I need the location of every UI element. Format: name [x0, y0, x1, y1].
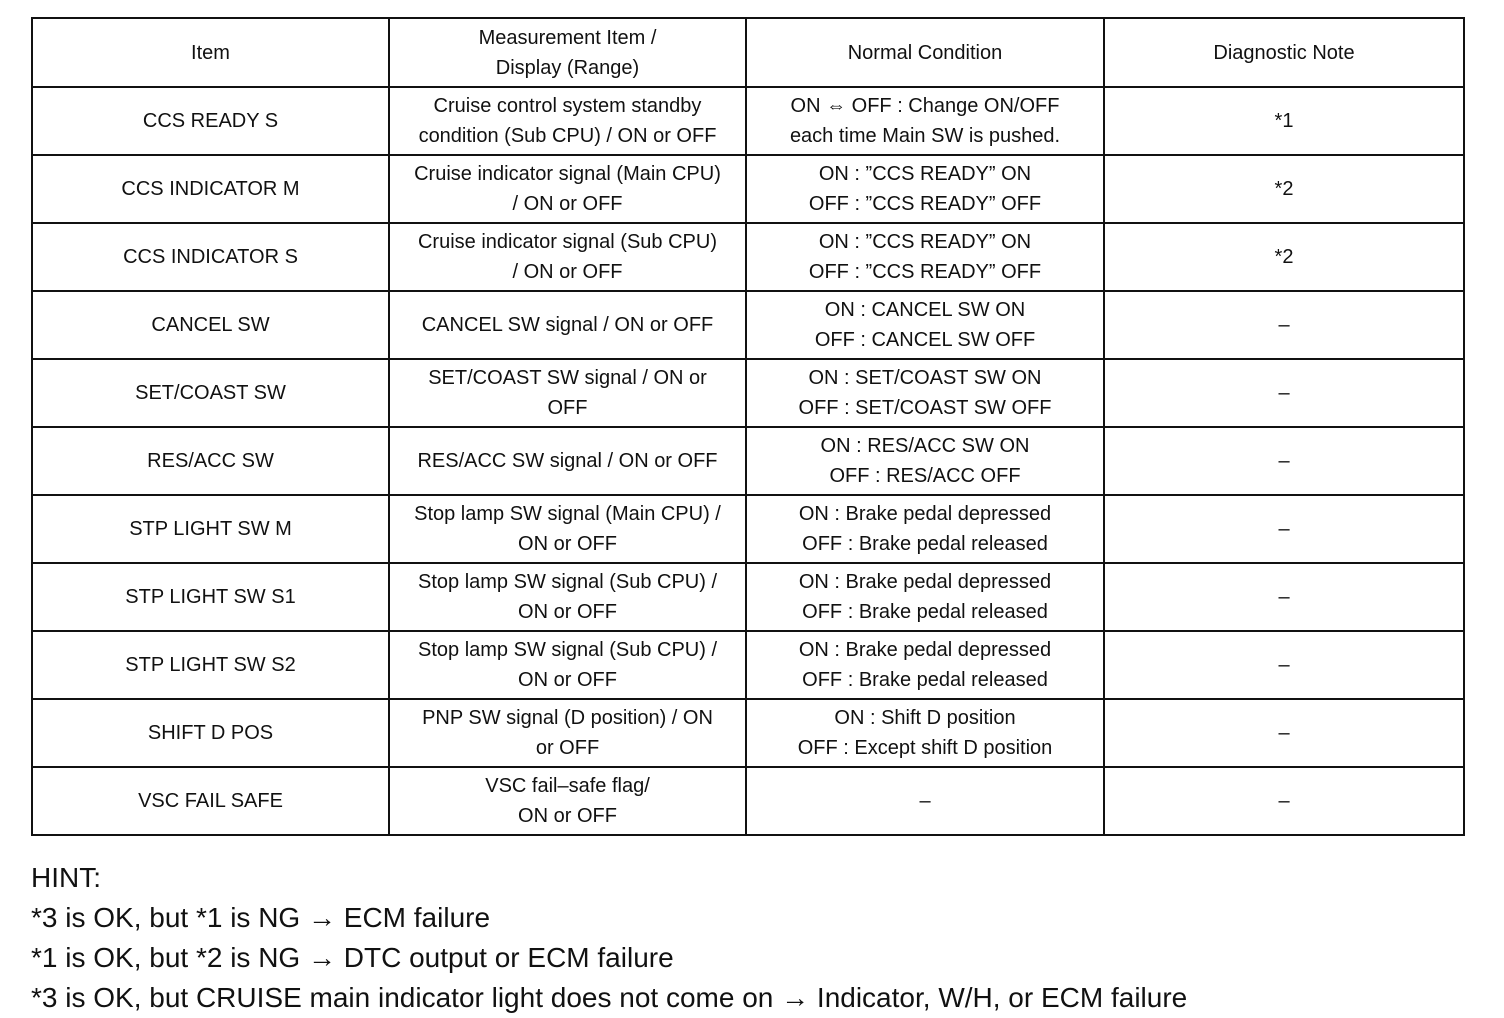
- cell-measurement: [389, 563, 746, 631]
- cell-normal-condition: [746, 767, 1104, 835]
- cell-normal-condition: [746, 563, 1104, 631]
- cell-diagnostic-note: [1104, 291, 1464, 359]
- header-text: Item: [191, 41, 230, 64]
- cell-item: [32, 223, 389, 291]
- table-body: [32, 87, 1464, 835]
- cell-diagnostic-note: [1104, 223, 1464, 291]
- cell-normal-condition: [746, 699, 1104, 767]
- header-item: [32, 18, 389, 87]
- table-row: [32, 427, 1464, 495]
- cell-measurement: [389, 291, 746, 359]
- header-text: Diagnostic Note: [1213, 41, 1355, 64]
- cell-text: –: [1278, 450, 1290, 472]
- cell-text: *2: [1274, 178, 1294, 200]
- cell-text: each time Main SW is pushed.: [789, 125, 1061, 147]
- cell-text: VSC FAIL SAFE: [138, 790, 283, 812]
- header-measurement: [389, 18, 746, 87]
- header-diagnostic-note: [1104, 18, 1464, 87]
- cell-item: [32, 699, 389, 767]
- cell-text: Stop lamp SW signal (Sub CPU) /: [418, 639, 717, 661]
- cell-text: ON or OFF: [518, 533, 617, 555]
- cell-text: –: [1278, 586, 1290, 608]
- cell-text: OFF : RES/ACC OFF: [829, 465, 1021, 487]
- cell-item: [32, 291, 389, 359]
- cell-diagnostic-note: [1104, 155, 1464, 223]
- cell-normal-condition: [746, 291, 1104, 359]
- cell-text: condition (Sub CPU) / ON or OFF: [418, 125, 717, 147]
- cell-item: [32, 563, 389, 631]
- cell-text: OFF : SET/COAST SW OFF: [798, 397, 1052, 419]
- cell-text: OFF : Brake pedal released: [802, 601, 1048, 623]
- cell-item: [32, 87, 389, 155]
- cell-diagnostic-note: [1104, 427, 1464, 495]
- cell-text: RES/ACC SW signal / ON or OFF: [417, 450, 718, 472]
- table-row: [32, 699, 1464, 767]
- cell-text: *2: [1274, 246, 1294, 268]
- table-row: [32, 495, 1464, 563]
- cell-text: ON : CANCEL SW ON: [824, 299, 1026, 321]
- cell-measurement: [389, 87, 746, 155]
- cell-text: OFF : ”CCS READY” OFF: [808, 261, 1042, 283]
- cell-text: STP LIGHT SW S2: [125, 654, 296, 676]
- cell-text: ON : ”CCS READY” ON: [818, 163, 1032, 185]
- cell-normal-condition: [746, 223, 1104, 291]
- hint-line: *3 is OK, but *1 is NG → ECM failure: [31, 902, 491, 933]
- cell-measurement: [389, 155, 746, 223]
- cell-diagnostic-note: [1104, 359, 1464, 427]
- cell-text: –: [1278, 314, 1290, 336]
- cell-text: RES/ACC SW: [147, 450, 274, 472]
- cell-text: ON : SET/COAST SW ON: [808, 367, 1042, 389]
- header-text: Normal Condition: [847, 41, 1003, 64]
- cell-measurement: [389, 631, 746, 699]
- cell-text: –: [1278, 518, 1290, 540]
- cell-measurement: [389, 699, 746, 767]
- cell-text: Cruise control system standby: [433, 95, 702, 117]
- table-row: [32, 223, 1464, 291]
- hint-title: HINT:: [31, 862, 101, 893]
- cell-text: ON : Brake pedal depressed: [798, 571, 1052, 593]
- table-row: [32, 359, 1464, 427]
- cell-diagnostic-note: [1104, 87, 1464, 155]
- cell-text: *1: [1274, 110, 1294, 132]
- table-header-row: [32, 18, 1464, 87]
- cell-text: ON or OFF: [518, 805, 617, 827]
- cell-text: SHIFT D POS: [147, 722, 274, 744]
- cell-text: SET/COAST SW signal / ON or: [428, 367, 707, 389]
- data-list-table: [31, 17, 1465, 836]
- cell-text: Stop lamp SW signal (Sub CPU) /: [418, 571, 717, 593]
- cell-text: CANCEL SW: [151, 314, 270, 336]
- cell-item: [32, 155, 389, 223]
- header-text: Display (Range): [495, 56, 640, 79]
- hint-section: [31, 858, 1187, 1018]
- cell-text: STP LIGHT SW S1: [125, 586, 296, 608]
- table-row: [32, 291, 1464, 359]
- cell-text: VSC fail–safe flag/: [485, 775, 650, 797]
- cell-text: CANCEL SW signal / ON or OFF: [421, 314, 714, 336]
- cell-text: –: [1278, 722, 1290, 744]
- cell-diagnostic-note: [1104, 699, 1464, 767]
- cell-normal-condition: [746, 495, 1104, 563]
- cell-item: [32, 359, 389, 427]
- hint-line: *3 is OK, but CRUISE main indicator light does not come on → Indicator, W/H, or ECM failure: [31, 982, 1188, 1013]
- cell-item: [32, 495, 389, 563]
- table-row: [32, 155, 1464, 223]
- cell-text: ON : RES/ACC SW ON: [820, 435, 1030, 457]
- cell-text: OFF: [547, 397, 588, 419]
- cell-measurement: [389, 495, 746, 563]
- cell-normal-condition: [746, 155, 1104, 223]
- cell-text: CCS INDICATOR S: [123, 246, 298, 268]
- cell-text: –: [919, 790, 931, 812]
- cell-text: OFF : Brake pedal released: [802, 533, 1048, 555]
- cell-normal-condition: [746, 631, 1104, 699]
- cell-text: –: [1278, 382, 1290, 404]
- cell-text: OFF : CANCEL SW OFF: [814, 329, 1036, 351]
- cell-text: ON : Shift D position: [834, 707, 1016, 729]
- cell-text: PNP SW signal (D position) / ON: [422, 707, 713, 729]
- cell-text: ON : Brake pedal depressed: [798, 639, 1052, 661]
- cell-text: –: [1278, 654, 1290, 676]
- cell-text: / ON or OFF: [512, 193, 623, 215]
- cell-text: ON ⇔ OFF : Change ON/OFF: [790, 95, 1060, 117]
- table-row: [32, 87, 1464, 155]
- cell-diagnostic-note: [1104, 767, 1464, 835]
- cell-text: / ON or OFF: [512, 261, 623, 283]
- hint-line: *1 is OK, but *2 is NG → DTC output or ECM failure: [31, 942, 674, 973]
- cell-text: OFF : Except shift D position: [797, 737, 1053, 759]
- cell-item: [32, 631, 389, 699]
- cell-text: SET/COAST SW: [135, 382, 286, 404]
- header-text: Measurement Item /: [478, 26, 657, 49]
- cell-text: STP LIGHT SW M: [129, 518, 292, 540]
- cell-measurement: [389, 359, 746, 427]
- cell-measurement: [389, 427, 746, 495]
- cell-text: or OFF: [535, 737, 600, 759]
- cell-text: OFF : ”CCS READY” OFF: [808, 193, 1042, 215]
- cell-text: OFF : Brake pedal released: [802, 669, 1048, 691]
- cell-diagnostic-note: [1104, 563, 1464, 631]
- cell-text: CCS READY S: [142, 110, 279, 132]
- cell-text: Cruise indicator signal (Main CPU): [414, 163, 721, 185]
- cell-item: [32, 427, 389, 495]
- cell-text: –: [1278, 790, 1290, 812]
- table-row: [32, 563, 1464, 631]
- cell-diagnostic-note: [1104, 631, 1464, 699]
- cell-text: ON or OFF: [518, 669, 617, 691]
- cell-normal-condition: [746, 359, 1104, 427]
- cell-text: CCS INDICATOR M: [121, 178, 300, 200]
- cell-text: ON : Brake pedal depressed: [798, 503, 1052, 525]
- cell-text: ON : ”CCS READY” ON: [818, 231, 1032, 253]
- cell-diagnostic-note: [1104, 495, 1464, 563]
- cell-measurement: [389, 767, 746, 835]
- header-normal-condition: [746, 18, 1104, 87]
- cell-item: [32, 767, 389, 835]
- table-row: [32, 767, 1464, 835]
- cell-normal-condition: [746, 427, 1104, 495]
- cell-text: Cruise indicator signal (Sub CPU): [417, 231, 717, 253]
- cell-text: Stop lamp SW signal (Main CPU) /: [414, 503, 721, 525]
- table-row: [32, 631, 1464, 699]
- cell-normal-condition: [746, 87, 1104, 155]
- cell-measurement: [389, 223, 746, 291]
- cell-text: ON or OFF: [518, 601, 617, 623]
